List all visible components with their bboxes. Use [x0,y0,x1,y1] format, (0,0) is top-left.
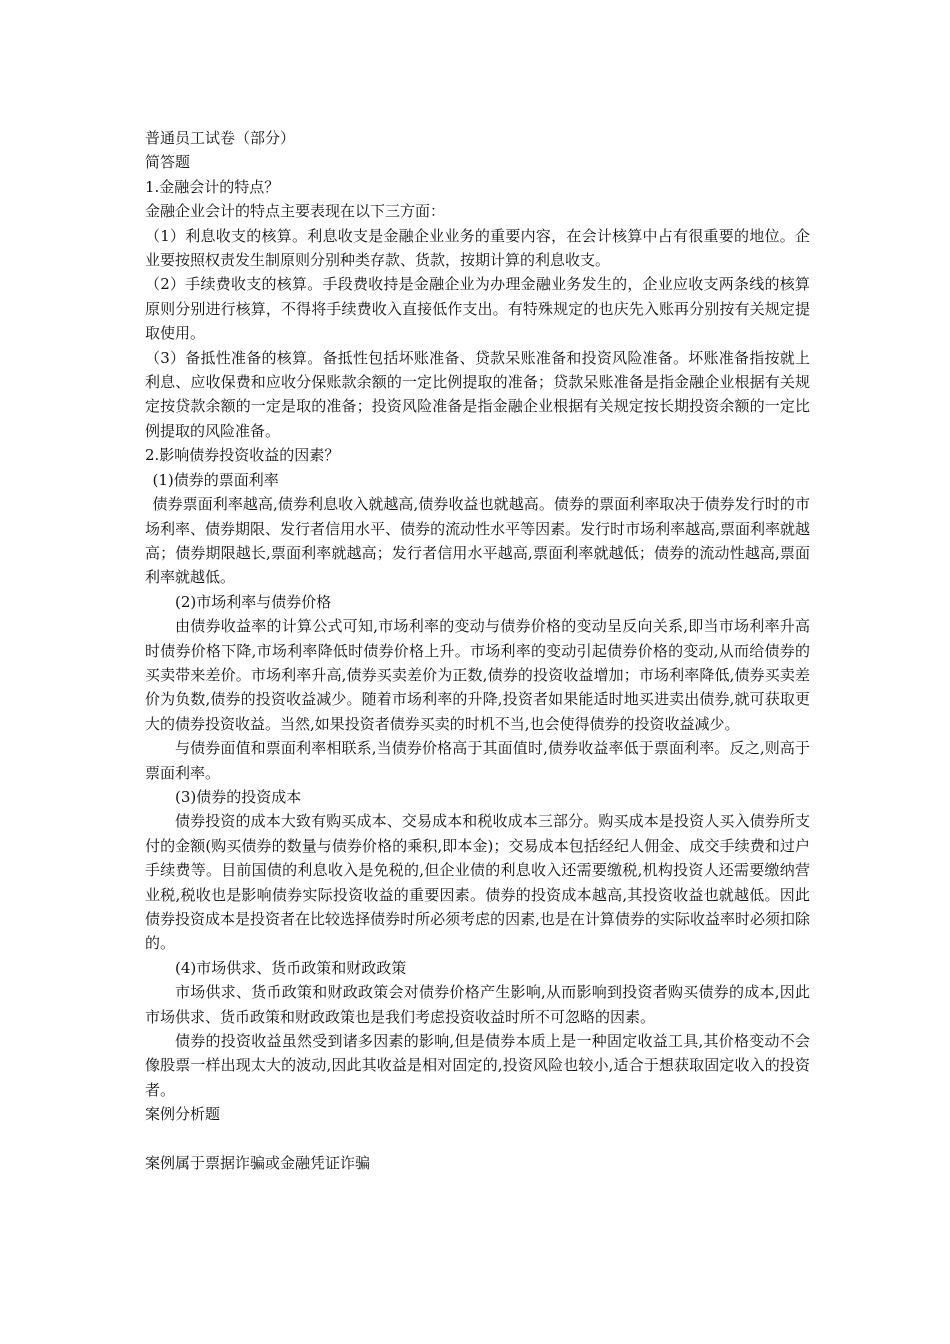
q2-paragraph-6: 债券的投资收益虽然受到诸多因素的影响,但是债券本质上是一种固定收益工具,其价格变动不会像股票一样出现太大的波动,因此其收益是相对固定的,投资风险也较小,适合于想获取固定收入的投资者。 [145,1032,810,1099]
q2-paragraph-4: 债券投资的成本大致有购买成本、交易成本和税收成本三部分。购买成本是投资人买入债券所支付的金额(购买债券的数量与债券价格的乘积,即本金)；交易成本包括经纪人佣金、成交手续费和过户手续费等。目前国债的利息收入是免税的,但企业债的利息收入还需要缴税,机构投资人还需要缴纳营业税,税收也是影响债券实际投资收益的重要因素。债券的投资成本越高,其投资收益也就越低。因此债券投资成本是投资者在比较选择债券时所必须考虑的因素,也是在计算债券的实际收益率时必须扣除的。 [145,812,810,953]
q1-paragraph-2: （2）手续费收支的核算。手段费收持是金融企业为办理金融业务发生的，企业应收支两条线的核算原则分别进行核算，不得将手续费收入直接低作支出。有特殊规定的也庆先入账再分别按有关规定提取使用。 [145,275,810,343]
section-heading: 简答题 [145,153,191,172]
q1-intro: 金融企业会计的特点主要表现在以下三方面： [145,202,446,221]
q1-paragraph-3: （3）备抵性准备的核算。备抵性包括坏账准备、贷款呆账准备和投资风险准备。坏账准备指按就上利息、应收保费和应收分保账款余额的一定比例提取的准备；贷款呆账准备是指金融企业根据有关规定按贷款余额的一定是取的准备；投资风险准备是指金融企业根据有关规定按长期投资余额的一定比例提取的风险准备。 [145,348,810,440]
q2-paragraph-5: 市场供求、货币政策和财政政策会对债券价格产生影响,从而影响到投资者购买债券的成本,因此市场供求、货币政策和财政政策也是我们考虑投资收益时所不可忽略的因素。 [145,983,810,1026]
q2-subheading-4: (4)市场供求、货币政策和财政政策 [175,958,407,977]
doc-title: 普通员工试卷（部分） [145,129,296,147]
q2-subheading-3: (3)债券的投资成本 [175,787,302,806]
question-2: 2.影响债券投资收益的因素？ [145,446,340,465]
q1-paragraph-1: （1）利息收支的核算。利息收支是金融企业业务的重要内容，在会计核算中占有很重要的地位。企业要按照权责发生制原则分别种类存款、货款，按期计算的利息收支。 [145,226,810,270]
q2-paragraph-1: 债券票面利率越高,债券利息收入就越高,债券收益也就越高。债券的票面利率取决于债券发行时的市场利率、债券期限、发行者信用水平、债券的流动性水平等因素。发行时市场利率越高,票面利率就越高；债券期限越长,票面利率就越高；发行者信用水平越高,票面利率就越低；债券的流动性越高,票面利率就越低。 [145,495,810,587]
section-heading-case: 案例分析题 [145,1105,221,1124]
q2-paragraph-2: 由债券收益率的计算公式可知,市场利率的变动与债券价格的变动呈反向关系,即当市场利率升高时债券价格下降,市场利率降低时债券价格上升。市场利率的变动引起债券价格的变动,从而给债券的买卖带来差价。市场利率升高,债券买卖差价为正数,债券的投资收益增加；市场利率降低,债券买卖差价为负数,债券的投资收益减少。随着市场利率的升降,投资者如果能适时地买进卖出债券,就可获取更大的债券投资收益。当然,如果投资者债券买卖的时机不当,也会使得债券的投资收益减少。 [145,617,810,733]
q2-subheading-2: (2)市场利率与债券价格 [175,592,332,611]
blank-line [145,1127,810,1151]
q2-subheading-1: (1)债券的票面利率 [152,470,279,489]
question-1: 1.金融会计的特点？ [145,177,280,196]
document-page [145,126,810,1175]
q2-paragraph-3: 与债券面值和票面利率相联系,当债券价格高于其面值时,债券收益率低于票面利率。反之,则高于票面利率。 [145,739,810,782]
case-statement: 案例属于票据诈骗或金融凭证诈骗 [145,1154,371,1173]
